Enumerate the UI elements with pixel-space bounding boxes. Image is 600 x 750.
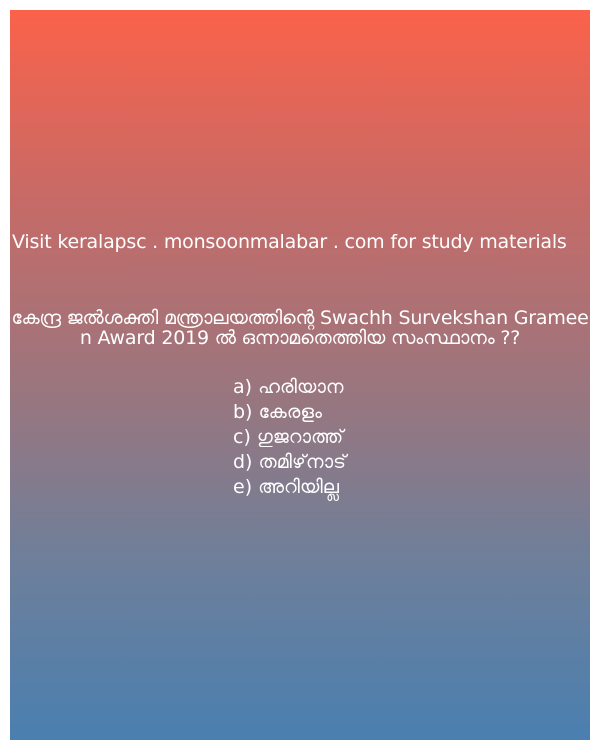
option-c: c) ഗുജറാത്ത് <box>233 426 344 448</box>
question-text: കേന്ദ്ര ജൽശക്തി മന്ത്രാലയത്തിന്റെ Swachh Survekshan Grameen Award 2019 ൽ ഒന്നാമതെത്തിയ സംസ്ഥാനം ?? <box>11 307 589 349</box>
answer-options <box>233 375 346 500</box>
option-b: b) കേരളം <box>233 401 322 423</box>
option-a: a) ഹരിയാന <box>233 376 344 398</box>
option-d: d) തമിഴ്‌നാട് <box>233 451 346 473</box>
quiz-card <box>10 10 590 740</box>
promo-text: Visit keralapsc . monsoonmalabar . com for study materials <box>12 231 567 253</box>
option-e: e) അറിയില്ല <box>233 476 339 498</box>
